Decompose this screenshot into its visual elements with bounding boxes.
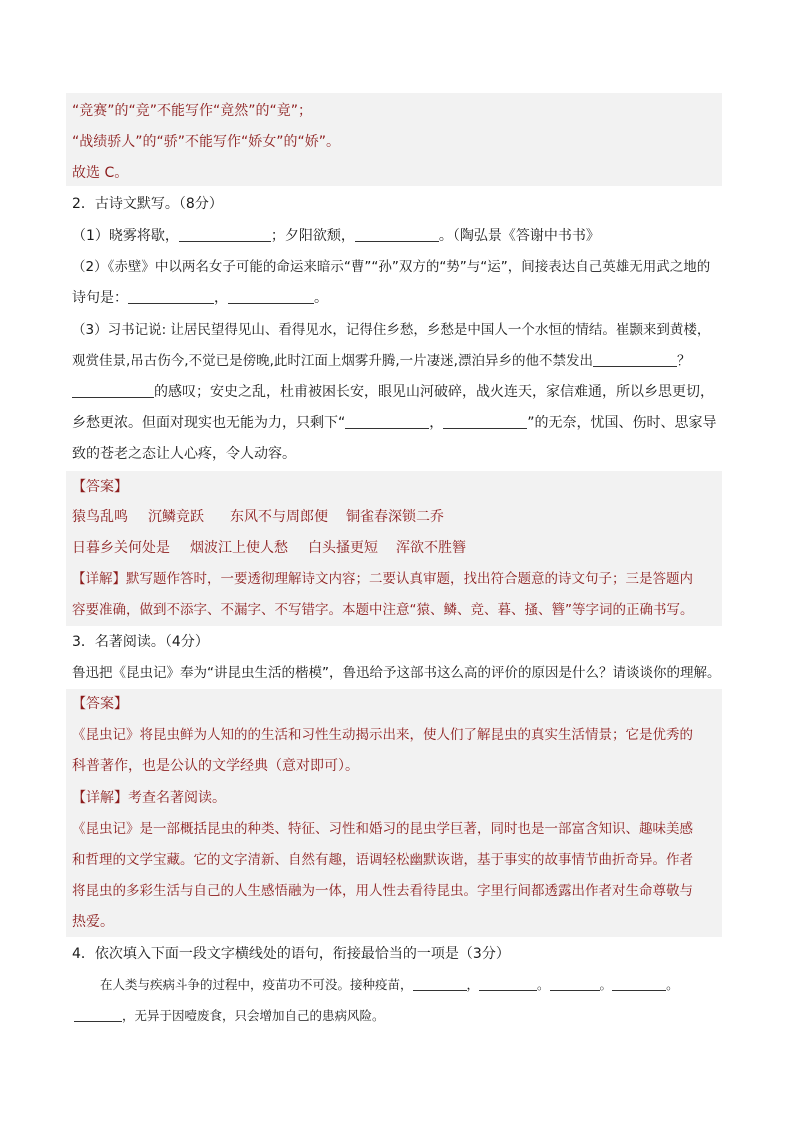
- q2-part2-prefix: 诗句是：: [72, 290, 128, 306]
- q2-detail-text1: 默写题作答时，一要透彻理解诗文内容；二要认真审题，找出符合题意的诗文句子；三是答题内: [126, 571, 693, 587]
- q2-part1-c: 。（陶弘景《答谢中书书》: [438, 228, 600, 244]
- q2-part3-line3-text: 的感叹；安史之乱，杜甫被困长安，眼见山河破碎，战火连天，家信难通，所以乡思更切，: [154, 384, 714, 400]
- q4-line2-text: ，无异于因噎废食，只会增加自己的患病风险。: [122, 1008, 385, 1023]
- q2-ans-8: 浑欲不胜簪: [396, 540, 466, 556]
- q3-answer-label: 【答案】: [72, 696, 128, 712]
- q4-title: 4．依次填入下面一段文字横线处的语句，衔接最恰当的一项是（3分）: [72, 946, 510, 962]
- q4-sep-2: 。: [537, 977, 550, 992]
- q2-answer-label: 【答案】: [72, 479, 128, 495]
- q4-blank-5[interactable]: [74, 1007, 122, 1022]
- q2-blank-6[interactable]: [72, 383, 154, 398]
- q4-line2: [74, 1006, 385, 1026]
- q2-part1-a: （1）晓雾将歇，: [72, 228, 179, 244]
- q2-part3-line4-c: ”的无奈，忧国、伤时、思家导: [527, 415, 717, 431]
- q2-part3-question-mark: ？: [676, 353, 691, 369]
- q4-sep-1: ，: [466, 977, 480, 992]
- q2-blank-1[interactable]: [179, 227, 271, 242]
- q2-part3-line2-text: 观赏佳景,吊古伤今,不觉已是傍晚,此时江面上烟雾升腾,一片凄迷,漂泊异乡的他不禁发出: [72, 353, 593, 369]
- q2-detail-line1: [72, 569, 693, 589]
- q2-part1: [72, 226, 600, 246]
- q2-part2-line2: [72, 288, 328, 308]
- q2-part3-line4-a: 乡愁更浓。但面对现实也无能为力，只剩下“: [72, 415, 346, 431]
- q2-part3-line1: （3）习书记说: 让居民望得见山、看得见水，记得住乡愁，乡愁是中国人一个水恒的情结。崔颢来到黄楼，: [72, 322, 711, 338]
- q4-sep-3: 。: [599, 977, 613, 992]
- q1-answer-line1: “竞赛”的“竞”不能写作“竟然”的“竟”；: [72, 103, 313, 119]
- q3-detail-label: 【详解】: [72, 790, 128, 806]
- q2-blank-2[interactable]: [355, 227, 439, 242]
- q2-part3-line3: [72, 382, 714, 402]
- q3-question: 鲁迅把《昆虫记》奉为“讲昆虫生活的楷模”，鲁迅给予这部书这么高的评价的原因是什么？请谈谈你的理解。: [72, 665, 721, 681]
- q4-sep-4: 。: [666, 977, 679, 992]
- q2-part3-line5: 致的苍老之态让人心疼，令人动容。: [72, 446, 296, 462]
- q2-ans-5: 日暮乡关何处是: [72, 540, 170, 556]
- q2-ans-3: 东风不与周郎便: [230, 509, 328, 525]
- q3-detail-line1: 《昆虫记》是一部概括昆虫的种类、特征、习性和婚习的昆虫学巨著，同时也是一部富含知识、趣味美感: [72, 821, 693, 837]
- q2-part1-b: ；夕阳欲颓，: [270, 228, 355, 244]
- q2-answer-row1: [72, 507, 444, 527]
- q1-answer-line3: 故选 C。: [72, 165, 129, 181]
- q2-detail-label: 【详解】: [72, 571, 126, 587]
- q2-ans-2: 沉鳞竞跃: [148, 509, 204, 525]
- q2-ans-4: 铜雀春深锁二乔: [346, 509, 444, 525]
- q4-line1: [100, 975, 679, 995]
- q2-part2-end: 。: [314, 290, 328, 306]
- q3-detail-line4: 热爱。: [72, 914, 114, 930]
- q2-part3-line4: [72, 413, 717, 433]
- q3-detail-head: [72, 788, 226, 808]
- q2-part2-line1: （2）《赤壁》中以两名女子可能的命运来暗示“曹”“孙”双方的“势”与“运”，间接表达自己英雄无用武之地的: [72, 259, 711, 275]
- q2-blank-5[interactable]: [593, 352, 677, 367]
- q2-part2-comma: ，: [214, 290, 228, 306]
- q2-ans-1: 猿鸟乱鸣: [72, 509, 128, 525]
- q2-blank-8[interactable]: [443, 414, 527, 429]
- q3-detail-line2: 和哲理的文学宝藏。它的文字清新、自然有趣，语调轻松幽默诙谐，基于事实的故事情节曲折奇异。作者: [72, 852, 693, 868]
- q1-answer-line2: “战绩骄人”的“骄”不能写作“娇女”的“娇”。: [72, 134, 341, 150]
- q2-part3-line4-b: ，: [429, 415, 444, 431]
- q2-blank-4[interactable]: [228, 289, 314, 304]
- q2-blank-3[interactable]: [128, 289, 214, 304]
- q2-blank-7[interactable]: [345, 414, 429, 429]
- q4-blank-4[interactable]: [612, 976, 666, 991]
- q4-blank-2[interactable]: [479, 976, 537, 991]
- q2-title: 2．古诗文默写。（8分）: [72, 196, 223, 212]
- q2-answer-row2: [72, 538, 466, 558]
- q2-part3-line2: [72, 351, 690, 371]
- q2-ans-6: 烟波江上使人愁: [190, 540, 288, 556]
- q4-line1-text: 在人类与疾病斗争的过程中，疫苗功不可没。接种疫苗，: [100, 977, 413, 992]
- q2-ans-7: 白头搔更短: [308, 540, 378, 556]
- q3-answer-line1: 《昆虫记》将昆虫鲜为人知的的生活和习性生动揭示出来，使人们了解昆虫的真实生活情景；它是优秀的: [72, 727, 693, 743]
- q3-detail-line3: 将昆虫的多彩生活与自己的人生感悟融为一体，用人性去看待昆虫。字里行间都透露出作者对生命尊敬与: [72, 883, 693, 899]
- q3-answer-line2: 科普著作，也是公认的文学经典（意对即可）。: [72, 758, 359, 774]
- q2-detail-line2: 容要准确，做到不添字、不漏字、不写错字。本题中注意“猿、鳞、竞、暮、搔、簪”等字词的正确书写。: [72, 602, 694, 618]
- q4-blank-1[interactable]: [413, 976, 467, 991]
- q4-blank-3[interactable]: [550, 976, 600, 991]
- q3-title: 3．名著阅读。（4分）: [72, 634, 209, 650]
- q3-detail-head-text: 考查名著阅读。: [128, 790, 226, 806]
